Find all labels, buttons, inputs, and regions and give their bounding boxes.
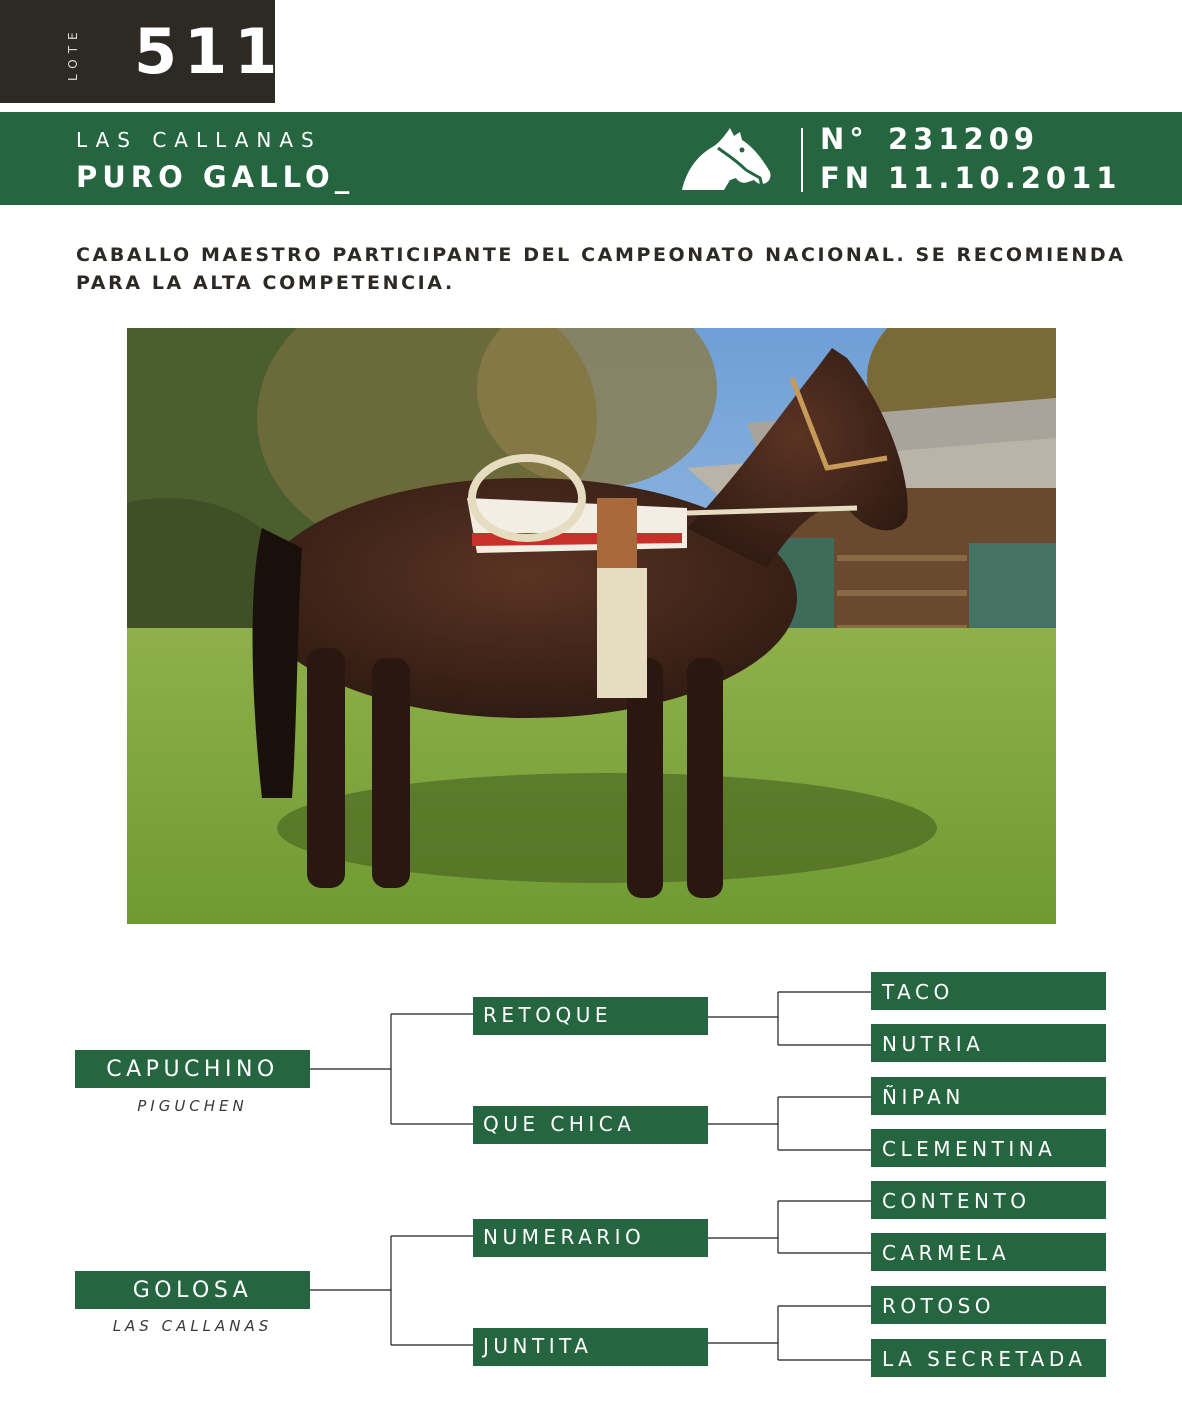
description: CABALLO MAESTRO PARTICIPANTE DEL CAMPEONATO NACIONAL. SE RECOMIENDA PARA LA ALTA COMPETENCIA. [76, 244, 1126, 294]
birth-date-label: FN [820, 161, 875, 195]
horse-photo [127, 328, 1056, 924]
dam-box [75, 1271, 310, 1309]
great-grandparent-name: CARMELA [882, 1241, 1011, 1265]
great-grandparent-box [871, 1233, 1106, 1271]
horse-head-icon [680, 126, 772, 192]
horse-photo-illustration [127, 328, 1056, 924]
sire-dam-name: QUE CHICA [483, 1112, 636, 1136]
sire-name: CAPUCHINO [106, 1057, 279, 1082]
lot-number: 511 [134, 15, 285, 88]
dam-name: GOLOSA [132, 1278, 253, 1303]
great-grandparent-name: CLEMENTINA [882, 1137, 1057, 1161]
great-grandparent-box [871, 972, 1106, 1010]
lot-block [0, 0, 285, 103]
header-divider [801, 128, 803, 192]
great-grandparent-name: CONTENTO [882, 1189, 1031, 1213]
great-grandparent-name: ROTOSO [882, 1294, 996, 1318]
dam-origin: LAS CALLANAS [112, 1317, 273, 1335]
dam-dam-name: JUNTITA [483, 1334, 593, 1358]
dam-sire-box [473, 1219, 708, 1257]
breeder-name: LAS CALLANAS [76, 128, 322, 152]
great-grandparent-box [871, 1129, 1106, 1167]
great-grandparent-name: LA SECRETADA [882, 1347, 1087, 1371]
birth-date-row [820, 161, 1121, 195]
header-band [0, 112, 1182, 205]
sire-sire-name: RETOQUE [483, 1003, 613, 1027]
sire-dam-box [473, 1106, 708, 1144]
horse-name: PURO GALLO_ [76, 160, 355, 194]
great-grandparent-name: ÑIPAN [882, 1085, 965, 1109]
birth-date: 11.10.2011 [888, 161, 1122, 195]
lot-label: LOTE [66, 26, 80, 82]
great-grandparent-box [871, 1181, 1106, 1219]
sire-sire-box [473, 997, 708, 1035]
registration-row [820, 122, 1039, 156]
dam-dam-box [473, 1328, 708, 1366]
great-grandparent-box [871, 1077, 1106, 1115]
sire-box [75, 1050, 310, 1088]
sire-origin: PIGUCHEN [137, 1097, 248, 1115]
dam-sire-name: NUMERARIO [483, 1225, 646, 1249]
registration-label: N° [820, 122, 869, 156]
great-grandparent-name: TACO [882, 980, 954, 1004]
great-grandparent-box [871, 1339, 1106, 1377]
registration-number: 231209 [888, 122, 1040, 156]
great-grandparent-name: NUTRIA [882, 1032, 985, 1056]
great-grandparent-box [871, 1024, 1106, 1062]
great-grandparent-box [871, 1286, 1106, 1324]
